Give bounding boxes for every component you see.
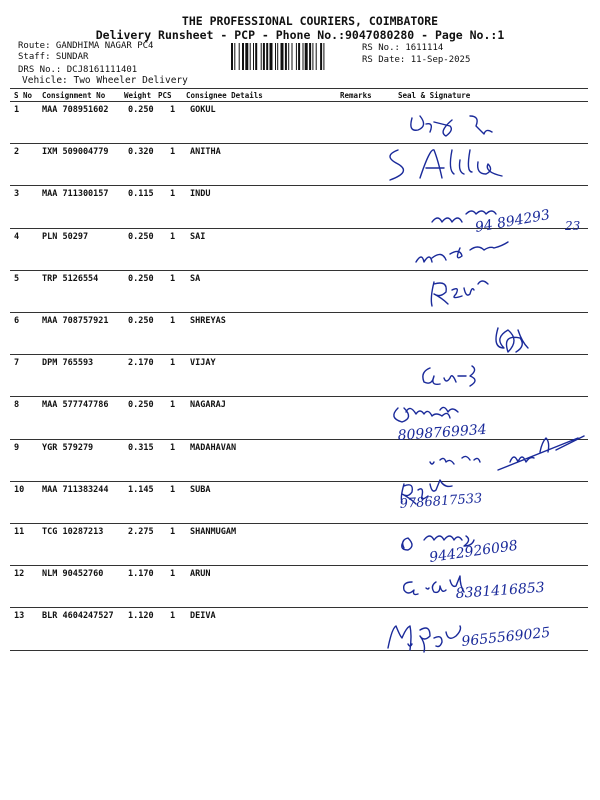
col-pcs: PCS (158, 91, 172, 100)
barcode-bar (239, 43, 240, 70)
row-consignee: SA (190, 273, 201, 284)
signature-row-8 (394, 407, 458, 422)
barcode-bar (303, 43, 304, 70)
barcode-bar (323, 43, 324, 70)
row-divider (10, 185, 588, 186)
row-pcs: 1 (170, 484, 176, 495)
row-pcs: 1 (170, 569, 176, 580)
col-sno: S No (14, 91, 33, 100)
row-weight: 2.275 (128, 527, 154, 537)
row-consignment-no: MAA 711300157 (42, 189, 109, 200)
row-weight: 0.250 (128, 400, 154, 411)
barcode-bar (320, 43, 322, 70)
row-divider (10, 270, 588, 271)
row-consignment-no: YGR 579279 (42, 442, 94, 453)
row-sno: 4 (14, 231, 20, 242)
col-remarks: Remarks (340, 91, 372, 100)
barcode-bar (270, 43, 273, 70)
table-header-rule (10, 101, 588, 102)
row-consignee: ANITHA (190, 147, 221, 158)
barcode-bar (298, 43, 300, 70)
row-consignment-no: TCG 10287213 (42, 527, 104, 537)
col-consignee: Consignee Details (186, 91, 263, 100)
row-consignee: SUBA (190, 484, 211, 495)
drs-number: DRS No.: DCJ8161111401 (18, 65, 138, 75)
barcode-bar (261, 43, 262, 70)
row-consignee: SAI (190, 231, 206, 242)
row-sno: 7 (14, 358, 20, 369)
row-pcs: 1 (170, 231, 176, 242)
signature-row-1 (411, 116, 492, 136)
row-weight: 1.170 (128, 569, 154, 580)
signature-row-3 (432, 211, 496, 222)
signature-row-4 (416, 242, 508, 262)
row-sno: 3 (14, 189, 20, 200)
row-consignment-no: MAA 577747786 (42, 400, 109, 411)
row-consignee: VIJAY (190, 358, 216, 369)
col-weight: Weight (124, 91, 152, 100)
row-sno: 1 (14, 105, 20, 115)
row-divider (10, 650, 588, 651)
row-consignment-no: MAA 711383244 (42, 484, 109, 495)
barcode-bar (263, 43, 265, 70)
row-consignment-no: BLR 4604247527 (42, 611, 114, 622)
rs-date: RS Date: 11-Sep-2025 (362, 55, 471, 65)
barcode-bar (292, 43, 293, 70)
row-pcs: 1 (170, 316, 176, 326)
row-weight: 2.170 (128, 358, 154, 369)
row-weight: 0.250 (128, 105, 154, 115)
row-weight: 0.250 (128, 316, 154, 326)
row-pcs: 1 (170, 611, 176, 622)
phone-number-1: 94 894293 (473, 207, 552, 236)
barcode-bar (245, 43, 248, 70)
signature-row-2 (390, 150, 502, 180)
row-consignee: MADAHAVAN (190, 442, 237, 453)
barcode-bar (255, 43, 257, 70)
col-seal: Seal & Signature (398, 91, 471, 100)
row-pcs: 1 (170, 400, 176, 411)
staff-label: Staff: SUNDAR (18, 52, 89, 62)
row-consignee: SHANMUGAM (190, 527, 237, 537)
row-pcs: 1 (170, 442, 176, 453)
company-title: THE PROFESSIONAL COURIERS, COIMBATORE (181, 14, 439, 28)
row-divider (10, 523, 588, 524)
row-consignee: SHREYAS (190, 316, 226, 326)
phone-number-7: 9655569025 (460, 624, 552, 650)
row-pcs: 1 (170, 358, 176, 369)
row-sno: 10 (14, 484, 25, 495)
phone-number-6: 8381416853 (455, 579, 546, 602)
table-top-rule (10, 88, 588, 89)
row-sno: 2 (14, 147, 20, 158)
row-consignee: NAGARAJ (190, 400, 226, 411)
row-weight: 0.250 (128, 231, 154, 242)
barcode-bar (288, 43, 289, 70)
row-sno: 8 (14, 400, 20, 411)
barcode-bar (285, 43, 287, 70)
row-divider (10, 439, 588, 440)
barcode-bar (242, 43, 244, 70)
row-divider (10, 228, 588, 229)
row-consignment-no: MAA 708757921 (42, 316, 109, 326)
phone-number-2: 23 (565, 219, 581, 233)
signature-row-10 (401, 480, 452, 504)
row-weight: 0.250 (128, 273, 154, 284)
row-sno: 13 (14, 611, 25, 622)
barcode-bar (266, 43, 268, 70)
barcode-bar (312, 43, 313, 70)
phone-number-3: 8098769934 (397, 421, 488, 444)
phone-number-5: 9442926098 (428, 537, 519, 566)
rs-number: RS No.: 1611114 (362, 43, 444, 53)
signature-row-6 (496, 328, 528, 352)
row-consignment-no: PLN 50297 (42, 231, 89, 242)
signature-row-9 (430, 436, 584, 470)
runsheet-subtitle: Delivery Runsheet - PCP - Phone No.:9047080280 - Page No.:1 (95, 28, 505, 42)
barcode-bar (309, 43, 311, 70)
row-weight: 0.315 (128, 442, 154, 453)
barcode-bar (281, 43, 284, 70)
barcode-bar (253, 43, 254, 70)
row-divider (10, 565, 588, 566)
signature-row-5 (431, 281, 488, 306)
barcode-bar (234, 43, 235, 70)
row-pcs: 1 (170, 105, 176, 115)
signature-row-13 (388, 626, 461, 652)
row-consignment-no: DPM 765593 (42, 358, 94, 369)
barcode-bar (231, 43, 233, 70)
row-pcs: 1 (170, 147, 176, 158)
vehicle-label: Vehicle: Two Wheeler Delivery (22, 75, 188, 86)
barcode-bar (305, 43, 308, 70)
row-consignee: INDU (190, 189, 211, 200)
signature-row-12 (404, 576, 464, 595)
signature-row-7 (423, 366, 475, 386)
signature-row-11 (402, 536, 474, 550)
row-divider (10, 481, 588, 482)
col-consignment: Consignment No (42, 91, 106, 100)
row-consignment-no: NLM 90452760 (42, 569, 104, 580)
barcode-bar (250, 43, 251, 70)
barcode-bar (316, 43, 317, 70)
row-weight: 1.145 (128, 484, 154, 495)
row-sno: 11 (14, 527, 25, 537)
row-divider (10, 396, 588, 397)
row-divider (10, 354, 588, 355)
row-consignment-no: IXM 509004779 (42, 147, 109, 158)
row-consignment-no: TRP 5126554 (42, 273, 99, 284)
row-sno: 9 (14, 442, 20, 453)
row-divider (10, 143, 588, 144)
row-consignee: DEIVA (190, 611, 216, 622)
row-divider (10, 312, 588, 313)
row-sno: 12 (14, 569, 25, 580)
row-consignment-no: MAA 708951602 (42, 105, 109, 115)
row-pcs: 1 (170, 189, 176, 200)
row-sno: 6 (14, 316, 20, 326)
row-sno: 5 (14, 273, 20, 284)
phone-number-4: 9786817533 (399, 491, 483, 512)
row-consignee: GOKUL (190, 105, 216, 115)
barcode-bar (275, 43, 276, 70)
barcode-bar (277, 43, 278, 70)
barcode (231, 43, 356, 70)
row-pcs: 1 (170, 273, 176, 284)
row-pcs: 1 (170, 527, 176, 537)
row-weight: 0.115 (128, 189, 154, 200)
row-weight: 1.120 (128, 611, 154, 622)
barcode-bar (296, 43, 297, 70)
route-label: Route: GANDHIMA NAGAR PC4 (18, 41, 154, 51)
row-consignee: ARUN (190, 569, 211, 580)
row-divider (10, 607, 588, 608)
row-weight: 0.320 (128, 147, 154, 158)
